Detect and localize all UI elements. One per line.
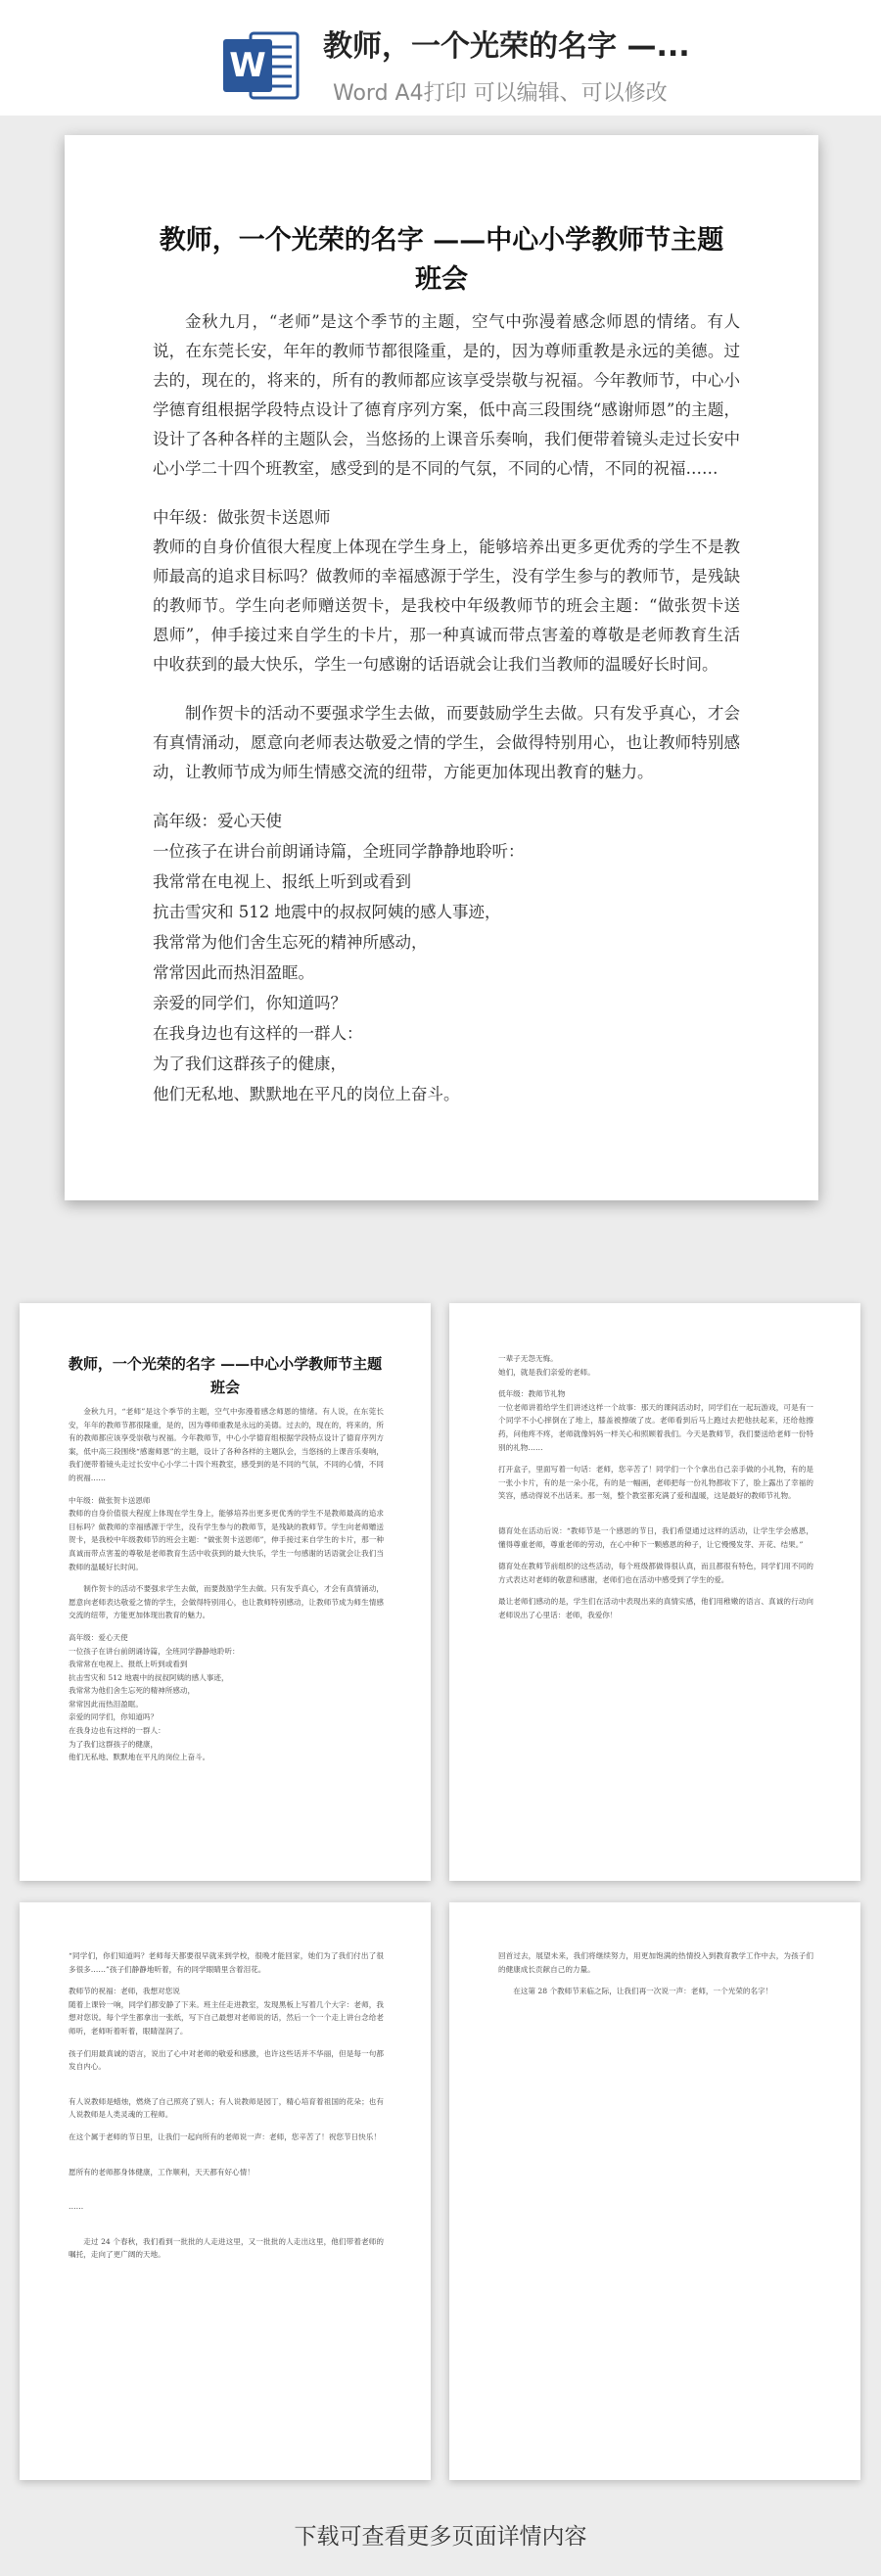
thumb-paragraph: 德育处在活动后说：“教师节是一个感恩的节日，我们希望通过这样的活动，让学生学会感恩，懂得尊重老师，尊重老师的劳动，在心中种下一颗感恩的种子，让它慢慢发芽、开花、结果。” [498,1525,813,1549]
thumb-paragraph: 金秋九月，“老师”是这个季节的主题，空气中弥漫着感念师恩的情绪。有人说，在东莞长安，年年的教师节都很隆重，是的，因为尊师重教是永远的美德。过去的，现在的，将来的，所有的教师都应该享受崇敬与祝福。今年教师节，中心小学德育组根据学段特点设计了德育序列方案，低中高三段围绕“感谢师恩”的主题，设计了各种各样的主题队会，当悠扬的上课音乐奏响，我们便带着镜头走过长安中心小学二十四个班教室，感受到的是不同的气氛，不同的心情，不同的祝福…… [69,1407,384,1482]
thumb-paragraph: 教师的自身价值很大程度上体现在学生身上，能够培养出更多更优秀的学生不是教师最高的追求目标吗？做教师的幸福感源于学生，没有学生参与的教师节，是残缺的教师节。学生向老师赠送贺卡，是我校中年级教师节的班会主题：“做张贺卡送恩师”，伸手接过来自学生的卡片，那一种真诚而带点害羞的尊敬是老师教育生活中收获到的最大快乐，学生一句感谢的话语就会让我们当教师的温暖好长时间。 [69,1509,384,1571]
page-title: 教师，一个光荣的名字 ——中心小学教师节主题班会 [159,225,724,295]
thumb-heading: 高年级：爱心天使 [69,1632,128,1642]
thumb-line: 常常因此而热泪盈眶。 [69,1699,143,1709]
thumb-paragraph: “同学们，你们知道吗？老师每天都要很早就来到学校，很晚才能回家，她们为了我们付出了很多很多……”孩子们静静地听着，有的同学眼睛里含着泪花。 [69,1951,384,1974]
poem-line: 亲爱的同学们，你知道吗？ [153,994,347,1012]
poem-block [153,836,740,1109]
page-thumbnail-2[interactable] [449,1303,860,1881]
card-paragraph: 制作贺卡的活动不要强求学生去做，而要鼓励学生去做。只有发乎真心，才会有真情涌动，愿意向老师表达敬爱之情的学生，会做得特别用心，也让教师特别感动，让教师节成为师生情感交流的纽带，方能更加体现出教育的魅力。 [153,704,740,781]
thumb-paragraph: 制作贺卡的活动不要强求学生去做，而要鼓励学生去做。只有发乎真心，才会有真情涌动，愿意向老师表达敬爱之情的学生，会做得特别用心，也让教师特别感动，让教师节成为师生情感交流的纽带，方能更加体现出教育的魅力。 [69,1584,384,1620]
thumb-line: 我常常为他们舍生忘死的精神所感动， [69,1686,196,1696]
word-logo-letter: W [229,46,266,85]
thumb-paragraph: 走过 24 个春秋，我们看到一批批的人走进这里，又一批批的人走出这里，他们带着老师的嘱托，走向了更广阔的天地。 [69,2236,384,2260]
thumb-heading: 教师节的祝福：老师，我想对您说 [69,1987,180,1996]
thumb-ellipsis: …… [69,2202,84,2212]
thumb-paragraph: 德育处在教师节前组织的这些活动，每个班级都做得很认真，而且都很有特色，同学们用不同的方式表达对老师的敬意和感谢，老师们也在活动中感受到了学生的爱。 [498,1562,813,1584]
thumb-paragraph: 回首过去，展望未来，我们将继续努力，用更加饱满的热情投入到教育教学工作中去，为孩子们的健康成长贡献自己的力量。 [498,1951,813,1974]
document-subtitle: Word A4打印 可以编辑、可以修改 [333,81,668,106]
download-more-link[interactable]: 下载可查看更多页面详情内容 [294,2524,587,2550]
thumb-line: 他们无私地、默默地在平凡的岗位上奋斗。 [69,1753,210,1762]
thumb-paragraph: 在这个属于老师的节日里，让我们一起向所有的老师说一声：老师，您辛苦了！祝您节日快乐！ [69,2131,381,2141]
thumb-paragraph: 在这第 28 个教师节来临之际，让我们再一次说一声：老师，一个光荣的名字！ [513,1987,773,1996]
mid-grade-heading: 中年级：做张贺卡送恩师 [153,508,331,527]
thumb-paragraph: 一位老师讲着给学生们讲述这样一个故事：那天的课间活动时，同学们在一起玩游戏，可是有一个同学不小心摔倒在了地上，膝盖被擦破了皮。老师看到后马上跑过去把他扶起来，还给他擦药，问他疼不疼，老师就像妈妈一样关心和照顾着我们。今天是教师节，我们要送给老师一份特别的礼物…… [498,1402,813,1452]
thumb-line: 亲爱的同学们，你知道吗？ [69,1712,159,1722]
thumb-paragraph: 随着上课铃一响，同学们都安静了下来。班主任走进教室，发现黑板上写着几个大字：老师，我想对您说。每个学生都拿出一张纸，写下自己最想对老师说的话，然后一个一个走上讲台念给老师听，老师听着听着，眼睛湿润了。 [69,1999,384,2036]
thumb-line: 一辈子无怨无悔。 [498,1354,558,1363]
thumb-line: 我常常在电视上、报纸上听到或看到 [69,1660,188,1669]
header-bar [0,0,881,116]
page-thumbnail-4[interactable] [449,1902,860,2480]
thumb-title: 教师，一个光荣的名字 ——中心小学教师节主题班会 [68,1355,383,1396]
page-body [153,307,740,1109]
thumb-body [69,1405,384,1764]
poem-line: 在我身边也有这样的一群人： [153,1024,363,1043]
intro-paragraph: 金秋九月，“老师”是这个季节的主题，空气中弥漫着感念师恩的情绪。有人说，在东莞长安，年年的教师节都很隆重，是的，因为尊师重教是永远的美德。过去的，现在的，将来的，所有的教师都应该享受崇敬与祝福。今年教师节，中心小学德育组根据学段特点设计了德育序列方案，低中高三段围绕“感谢师恩”的主题，设计了各种各样的主题队会，当悠扬的上课音乐奏响，我们便带着镜头走过长安中心小学二十四个班教室，感受到的是不同的气氛，不同的心情，不同的祝福…… [153,312,740,478]
thumb-line: 一位孩子在讲台前朗诵诗篇，全班同学静静地聆听： [69,1646,240,1656]
thumb-paragraph: 有人说教师是蜡烛，燃烧了自己照亮了别人；有人说教师是园丁，精心培育着祖国的花朵；也有人说教师是人类灵魂的工程师。 [69,2096,384,2120]
thumb-heading: 中年级：做张贺卡送恩师 [69,1495,151,1505]
thumb-paragraph: 愿所有的老师都身体健康，工作顺利，天天都有好心情！ [69,2167,255,2177]
poem-line: 他们无私地、默默地在平凡的岗位上奋斗。 [153,1085,460,1103]
word-icon [221,25,301,106]
poem-line: 为了我们这群孩子的健康， [153,1054,347,1073]
poem-line: 常常因此而热泪盈眶。 [153,963,314,982]
thumb-body [69,1949,384,2262]
thumb-paragraph: 孩子们用最真诚的语言，说出了心中对老师的敬爱和感激，也许这些话并不华丽，但是每一句都发自内心。 [69,2048,384,2072]
poem-line: 一位孩子在讲台前朗诵诗篇，全班同学静静地聆听： [153,842,525,861]
thumb-line: 她们，就是我们亲爱的老师。 [498,1367,595,1377]
poem-line: 我常常为他们舍生忘死的精神所感动， [153,933,428,952]
poem-line: 我常常在电视上、报纸上听到或看到 [153,872,411,891]
page-preview-main [65,135,818,1200]
thumb-line: 抗击雪灾和 512 地震中的叔叔阿姨的感人事迹， [69,1672,229,1682]
thumb-heading: 低年级：教师节礼物 [498,1389,566,1399]
thumb-body [498,1949,813,1998]
thumb-body [498,1352,813,1622]
thumb-line: 为了我们这群孩子的健康， [69,1739,159,1749]
thumb-line: 在我身边也有这样的一群人： [69,1726,165,1736]
page-thumbnail-3[interactable] [20,1902,431,2480]
thumb-paragraph: 最让老师们感动的是，学生们在活动中表现出来的真情实感，他们用稚嫩的语言、真诚的行动向老师说出了心里话：老师，我爱你！ [498,1597,813,1619]
document-title: 教师，一个光荣的名字 —... [323,29,690,64]
high-grade-heading: 高年级：爱心天使 [153,812,282,830]
page-thumbnail-1[interactable] [20,1303,431,1881]
mid-grade-paragraph: 教师的自身价值很大程度上体现在学生身上，能够培养出更多更优秀的学生不是教师最高的追求目标吗？做教师的幸福感源于学生，没有学生参与的教师节，是残缺的教师节。学生向老师赠送贺卡，是我校中年级教师节的班会主题：“做张贺卡送恩师”，伸手接过来自学生的卡片，那一种真诚而带点害羞的尊敬是老师教育生活中收获到的最大快乐，学生一句感谢的话语就会让我们当教师的温暖好长时间。 [153,538,740,674]
thumb-paragraph: 打开盒子，里面写着一句话：老师，您辛苦了！同学们一个个拿出自己亲手做的小礼物，有的是一张小卡片，有的是一朵小花，有的是一幅画，老师把每一份礼物都收下了，脸上露出了幸福的笑容，感动得说不出话来。那一刻，整个教室都充满了爱和温暖，这是最好的教师节礼物。 [498,1465,813,1501]
poem-line: 抗击雪灾和 512 地震中的叔叔阿姨的感人事迹， [153,903,501,921]
